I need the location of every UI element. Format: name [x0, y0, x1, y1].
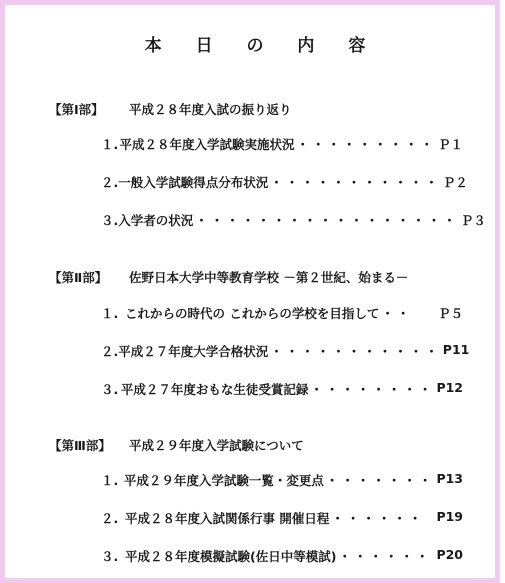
toc-item	[101, 547, 463, 565]
toc-leader-dots: ・・	[381, 306, 413, 321]
toc-item	[101, 211, 486, 229]
toc-leader-dots: ・・・・・・・・	[310, 382, 435, 397]
toc-item-page: Ｐ３	[460, 213, 486, 228]
toc-item-number: ２.	[101, 511, 119, 526]
toc-item	[101, 380, 463, 398]
toc-item-page: Ｐ２	[442, 175, 468, 190]
toc-item-label: 平成２７年度大学合格状況	[118, 344, 269, 359]
part-title: 平成２８年度入試の振り返り	[129, 102, 292, 117]
toc-leader-dots: ・・・・・・	[338, 549, 432, 564]
toc-item-number: １.	[101, 137, 119, 152]
toc-item-number: ３.	[101, 382, 119, 397]
toc-item-label: 平成２７年度おもな生徒受賞記録	[120, 382, 309, 397]
toc-item-page: Ｐ５	[437, 306, 463, 321]
toc-leader-dots: ・・・・・・・・・・・	[270, 175, 441, 190]
toc-item	[101, 173, 468, 191]
toc-item-number: ３.	[101, 213, 119, 228]
toc-item	[101, 135, 463, 153]
part-title: 平成２９年度入学試験について	[129, 438, 304, 453]
toc-item-page: Ｐ１	[437, 137, 463, 152]
toc-item-page: P12	[436, 380, 463, 395]
toc-item-label: 入学者の状況	[118, 213, 194, 228]
toc-item	[101, 509, 463, 527]
toc-item-label: 平成２８年度入学試験実施状況	[119, 137, 295, 152]
toc-item-page: P11	[442, 342, 470, 357]
toc-item-label: 平成２９年度入学試験一覧・変更点	[123, 473, 324, 488]
toc-item	[101, 342, 470, 360]
part-title: 佐野日本大学中等教育学校 －第２世紀、始まる－	[129, 270, 409, 285]
part-label: 【第Ⅲ部】	[49, 438, 111, 453]
toc-item-number: ２.	[101, 175, 119, 190]
toc-leader-dots: ・・・・・・	[331, 511, 425, 526]
toc-leader-dots: ・・・・・・・・・・・	[270, 344, 441, 359]
toc-item-number: １.	[101, 473, 119, 488]
toc-leader-dots: ・・・・・・・・・・・・・・・・・	[195, 213, 459, 228]
part-label: 【第Ⅱ部】	[49, 270, 108, 285]
part-label: 【第Ⅰ部】	[49, 102, 104, 117]
part-heading-2	[49, 268, 408, 286]
part-heading-3	[49, 436, 304, 454]
toc-item-label: 一般入学試験得点分布状況	[118, 175, 269, 190]
part-heading-1	[49, 100, 292, 118]
toc-item-page: P19	[436, 509, 463, 524]
toc-item-page: P20	[436, 547, 463, 562]
toc-item-label: 平成２８年度入試関係行事 開催日程	[125, 511, 330, 526]
toc-item-number: ２.	[101, 344, 119, 359]
page-title: 本 日 の 内 容	[144, 36, 380, 56]
toc-item-number: ３.	[101, 549, 119, 564]
toc-item-label: 平成２８年度模擬試験(佐日中等模試)	[125, 549, 337, 564]
toc-leader-dots: ・・・・・・・・・	[296, 137, 436, 152]
toc-item	[101, 471, 463, 489]
toc-leader-dots: ・・・・・・・	[325, 473, 435, 488]
toc-item-number: １.	[101, 306, 119, 321]
toc-item-label: これからの時代の これからの学校を目指して	[125, 306, 380, 321]
toc-item	[101, 304, 463, 322]
toc-item-page: P13	[436, 471, 463, 486]
